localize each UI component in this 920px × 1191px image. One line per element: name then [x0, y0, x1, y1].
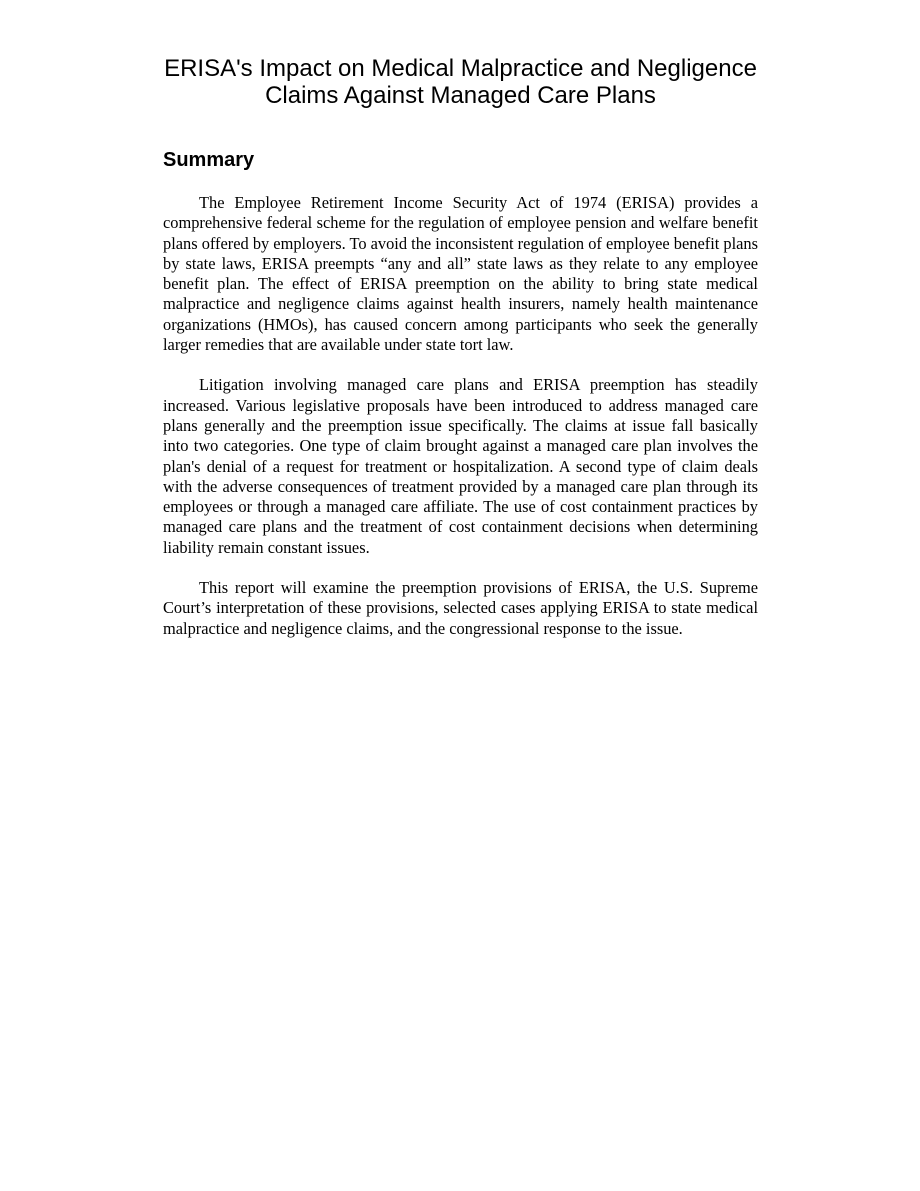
summary-paragraph-2: Litigation involving managed care plans and ERISA preemption has steadily increased. Various legislative proposals have been introduced to address managed care plans generally and the preemption issue specifically. The claims at issue fall basically into two categories. One type of claim brought against a managed care plan involves the plan's denial of a request for treatment or hospitalization. A second type of claim deals with the adverse consequences of treatment provided by a managed care plan through its employees or through a managed care affiliate. The use of cost containment practices by managed care plans and the treatment of cost containment decisions when determining liability remain constant issues.: [163, 375, 758, 557]
document-page: [163, 55, 758, 639]
summary-paragraph-1: The Employee Retirement Income Security Act of 1974 (ERISA) provides a comprehensive federal scheme for the regulation of employee pension and welfare benefit plans offered by employers. To avoid the inconsistent regulation of employee benefit plans by state laws, ERISA preempts “any and all” state laws as they relate to any employee benefit plan. The effect of ERISA preemption on the ability to bring state medical malpractice and negligence claims against health insurers, namely health maintenance organizations (HMOs), has caused concern among participants who seek the generally larger remedies that are available under state tort law.: [163, 193, 758, 355]
summary-paragraph-3: This report will examine the preemption provisions of ERISA, the U.S. Supreme Court’s interpretation of these provisions, selected cases applying ERISA to state medical malpractice and negligence claims, and the congressional response to the issue.: [163, 578, 758, 638]
report-title: ERISA's Impact on Medical Malpractice and Negligence Claims Against Managed Care Plans: [164, 55, 757, 109]
section-heading-summary: Summary: [163, 149, 255, 171]
